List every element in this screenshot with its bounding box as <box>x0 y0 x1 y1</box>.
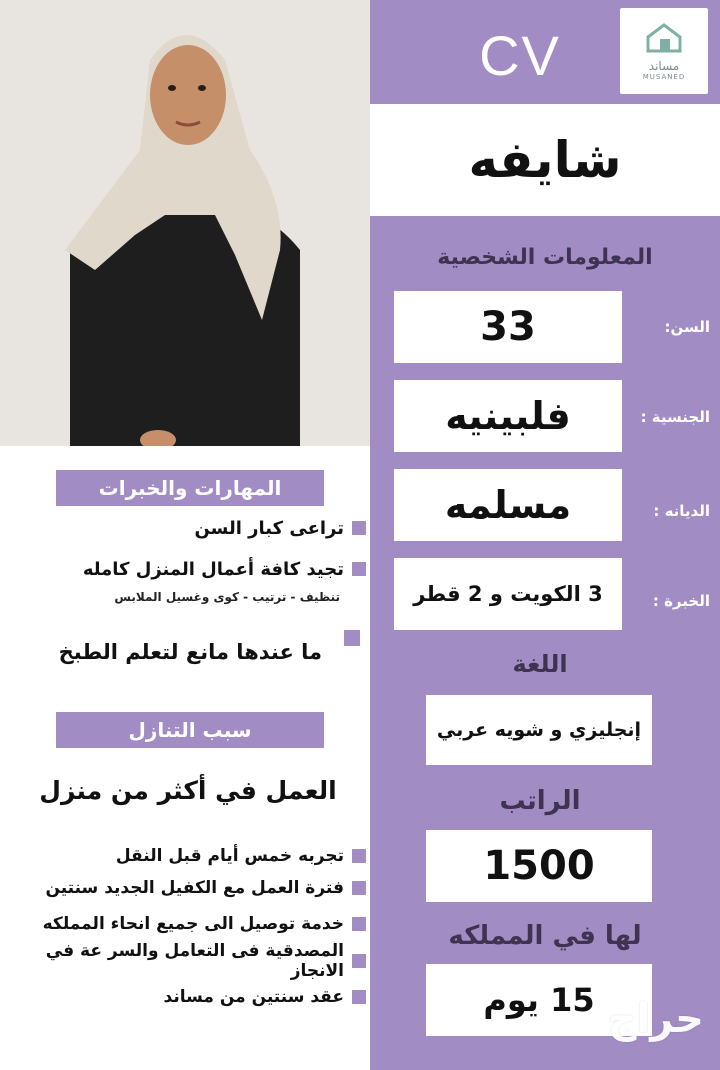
transfer-item-text: خدمة توصيل الى جميع انحاء المملكه <box>42 914 344 934</box>
age-value: 33 <box>394 291 622 363</box>
nationality-value: فلبينيه <box>394 380 622 452</box>
skill-subnote: تنظيف - ترتيب - كوى وغسيل الملابس <box>114 590 340 604</box>
list-item <box>20 842 366 870</box>
in-kingdom-heading: لها في المملكه <box>448 921 642 951</box>
in-kingdom-value: 15 يوم <box>426 964 652 1036</box>
transfer-item-text: تجربه خمس أيام قبل النقل <box>115 846 344 866</box>
square-bullet-icon <box>352 881 366 895</box>
list-item <box>20 983 366 1011</box>
worker-photo-illustration <box>0 0 370 446</box>
square-bullet-icon <box>352 521 366 535</box>
skill-text: تراعى كبار السن <box>194 517 344 539</box>
watermark: حراج <box>607 996 704 1042</box>
square-bullet-icon <box>352 849 366 863</box>
personal-info-heading: المعلومات الشخصية <box>437 244 653 270</box>
list-item <box>40 555 366 583</box>
musaned-logo <box>620 8 708 94</box>
worker-photo <box>0 0 370 446</box>
experience-value: 3 الكويت و 2 قطر <box>394 558 622 630</box>
nationality-label: الجنسية : <box>640 408 710 426</box>
square-bullet-icon <box>344 630 360 646</box>
square-bullet-icon <box>352 917 366 931</box>
skill-text: تجيد كافة أعمال المنزل كامله <box>82 558 344 580</box>
logo-arabic-text: مساند <box>648 59 680 73</box>
language-value: إنجليزي و شويه عربي <box>426 695 652 765</box>
religion-value: مسلمه <box>394 469 622 541</box>
cv-title: CV <box>479 23 561 87</box>
age-label: السن: <box>664 318 710 336</box>
square-bullet-icon <box>352 990 366 1004</box>
logo-english-text: MUSANED <box>642 73 686 81</box>
salary-value: 1500 <box>426 830 652 902</box>
transfer-reason: العمل في أكثر من منزل <box>39 776 337 805</box>
language-heading: اللغة <box>512 650 568 678</box>
skills-heading: المهارات والخبرات <box>56 470 324 506</box>
list-item <box>20 910 366 938</box>
transfer-item-text: فترة العمل مع الكفيل الجديد سنتين <box>45 878 344 898</box>
salary-heading: الراتب <box>499 786 581 816</box>
religion-label: الديانه : <box>653 502 710 520</box>
transfer-item-text: عقد سنتين من مساند <box>163 987 344 1007</box>
musaned-logo-icon <box>644 21 684 55</box>
transfer-item-text: المصدقية فى التعامل والسر عة في الانجاز <box>45 941 344 981</box>
cooking-note: ما عندها مانع لتعلم الطبخ <box>58 640 322 664</box>
list-item <box>20 874 366 902</box>
list-item <box>8 941 366 981</box>
experience-label: الخبرة : <box>652 592 710 610</box>
list-item <box>40 514 366 542</box>
square-bullet-icon <box>352 562 366 576</box>
transfer-heading: سبب التنازل <box>56 712 324 748</box>
square-bullet-icon <box>352 954 366 968</box>
worker-name: شايفه <box>468 131 622 189</box>
